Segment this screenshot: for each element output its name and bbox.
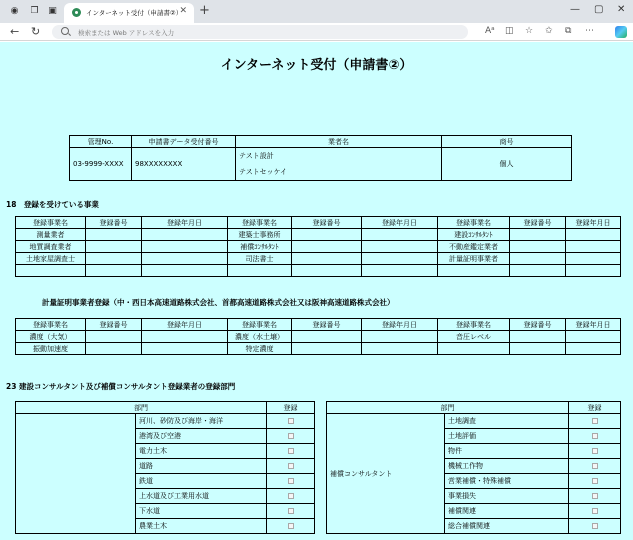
col-reg-number: 登録番号 [86, 319, 142, 331]
dept-checkbox[interactable] [592, 478, 598, 484]
vertical-tabs-icon[interactable]: ▣ [48, 6, 57, 16]
registered-business-table [15, 216, 621, 277]
business-name: 司法書士 [228, 253, 292, 265]
dept-checkbox[interactable] [592, 448, 598, 454]
table-row [16, 414, 315, 429]
dept-checkbox[interactable] [592, 523, 598, 529]
business-name: 振動加速度 [16, 343, 86, 355]
dept-name: 補償関連 [445, 504, 569, 519]
dept-name: 総合補償関連 [445, 519, 569, 534]
table-row [16, 253, 621, 265]
col-reg-number: 登録番号 [292, 319, 362, 331]
dept-checkbox[interactable] [592, 433, 598, 439]
profile-icon[interactable]: ◉ [10, 6, 19, 16]
kanri-no-value: 03-9999-XXXX [70, 148, 132, 181]
workspaces-icon[interactable]: ❐ [30, 6, 39, 16]
business-name: 濃度（大気） [16, 331, 86, 343]
dept-name: 事業損失 [445, 489, 569, 504]
shogo-value: 個人 [442, 148, 572, 181]
tab-close-icon[interactable]: ✕ [179, 6, 187, 16]
col-business-name: 登録事業名 [438, 217, 510, 229]
back-icon[interactable]: ← [10, 25, 20, 38]
dept-checkbox[interactable] [288, 418, 294, 424]
business-name: 補償ｺﾝｻﾙﾀﾝﾄ [228, 241, 292, 253]
dept-checkbox[interactable] [592, 463, 598, 469]
col-reg-date: 登録年月日 [142, 319, 228, 331]
collections-icon[interactable]: ⧉ [565, 26, 572, 36]
browser-toolbar [0, 23, 633, 41]
business-name: 建築士事務所 [228, 229, 292, 241]
copilot-icon[interactable] [615, 26, 627, 38]
dept-name: 機械工作物 [445, 459, 569, 474]
section-23-heading: 23 建設コンサルタント及び補償コンサルタント登録業者の登録部門 [6, 382, 236, 391]
dept-checkbox[interactable] [288, 478, 294, 484]
tab-title: インターネット受付（申請書②） [86, 9, 183, 17]
gyosha-name: テスト設計 [239, 152, 274, 160]
uketsuke-no-value: 98XXXXXXXX [132, 148, 236, 181]
address-placeholder: 検索または Web アドレスを入力 [78, 29, 175, 37]
split-screen-icon[interactable]: ◫ [505, 26, 514, 36]
dept-checkbox[interactable] [288, 448, 294, 454]
col-reg-date: 登録年月日 [362, 319, 438, 331]
dept-name: 港湾及び空港 [136, 429, 267, 444]
business-name: 測量業者 [16, 229, 86, 241]
dept-checkbox[interactable] [288, 523, 294, 529]
minimize-icon[interactable]: — [570, 4, 580, 15]
address-bar[interactable] [52, 25, 468, 39]
dept-checkbox[interactable] [288, 493, 294, 499]
col-reg-number: 登録番号 [510, 319, 566, 331]
col-business-name: 登録事業名 [16, 217, 86, 229]
col-reg-date: 登録年月日 [362, 217, 438, 229]
table-row [16, 343, 621, 355]
dept-checkbox[interactable] [592, 418, 598, 424]
gyosha-value [236, 148, 442, 181]
business-name: 計量証明事業者 [438, 253, 510, 265]
col-reg-number: 登録番号 [86, 217, 142, 229]
dept-name: 物件 [445, 444, 569, 459]
applicant-header-table [69, 135, 572, 181]
col-bumon: 部門 [327, 402, 569, 414]
favorites-icon[interactable]: ✩ [545, 26, 553, 36]
dept-checkbox[interactable] [592, 508, 598, 514]
col-business-name: 登録事業名 [228, 217, 292, 229]
header-gyosha: 業者名 [236, 136, 442, 148]
col-bumon: 部門 [16, 402, 267, 414]
favorites-star-icon[interactable]: ☆ [525, 26, 534, 36]
col-business-name: 登録事業名 [438, 319, 510, 331]
dept-name: 河川、砂防及び海岸・海洋 [136, 414, 267, 429]
gyosha-kana: テストセッケイ [239, 168, 288, 176]
business-name: 不動産鑑定業者 [438, 241, 510, 253]
refresh-icon[interactable]: ↻ [31, 25, 41, 38]
table-row [16, 331, 621, 343]
dept-name: 土地調査 [445, 414, 569, 429]
col-reg-number: 登録番号 [292, 217, 362, 229]
table-row [327, 414, 621, 429]
dept-name: 上水道及び工業用水道 [136, 489, 267, 504]
group-label-cell [16, 414, 136, 534]
new-tab-icon[interactable]: + [199, 3, 210, 18]
col-business-name: 登録事業名 [228, 319, 292, 331]
col-reg-date: 登録年月日 [566, 217, 621, 229]
header-uketsuke-no: 申請書データ受付番号 [132, 136, 236, 148]
dept-name: 鉄道 [136, 474, 267, 489]
col-toroku: 登録 [267, 402, 315, 414]
col-toroku: 登録 [569, 402, 621, 414]
dept-name: 下水道 [136, 504, 267, 519]
dept-name: 電力土木 [136, 444, 267, 459]
dept-checkbox[interactable] [592, 493, 598, 499]
col-reg-date: 登録年月日 [142, 217, 228, 229]
dept-name: 農業土木 [136, 519, 267, 534]
browser-tab-active[interactable] [64, 3, 194, 23]
business-name: 地質調査業者 [16, 241, 86, 253]
more-menu-icon[interactable]: ⋯ [585, 26, 594, 36]
window-close-icon[interactable]: ✕ [617, 4, 626, 15]
dept-name: 土地評価 [445, 429, 569, 444]
keiryo-heading: 計量証明事業者登録（中・西日本高速道路株式会社、首都高速道路株式会社又は阪神高速道路株式会社） [42, 298, 395, 307]
dept-checkbox[interactable] [288, 508, 294, 514]
table-row [16, 241, 621, 253]
dept-name: 道路 [136, 459, 267, 474]
table-row [16, 229, 621, 241]
business-name: 建設ｺﾝｻﾙﾀﾝﾄ [438, 229, 510, 241]
business-name: 特定濃度 [228, 343, 292, 355]
consultant-dept-table-left [15, 401, 315, 534]
business-name: 土地家屋調査士 [16, 253, 86, 265]
tab-favicon-icon [72, 8, 81, 17]
page-title: インターネット受付（申請書②） [220, 58, 413, 73]
header-shogo: 商号 [442, 136, 572, 148]
table-row [16, 265, 621, 277]
consultant-dept-table-right [326, 401, 621, 534]
browser-tab-bar [0, 0, 633, 23]
col-business-name: 登録事業名 [16, 319, 86, 331]
col-reg-date: 登録年月日 [566, 319, 621, 331]
maximize-icon[interactable]: ▢ [594, 4, 604, 15]
header-kanri-no: 管理No. [70, 136, 132, 148]
business-name: 音圧レベル [438, 331, 510, 343]
dept-checkbox[interactable] [288, 433, 294, 439]
dept-name: 営業補償・特殊補償 [445, 474, 569, 489]
section-18-heading: 18 登録を受けている事業 [6, 200, 99, 209]
business-name: 濃度（水土壌） [228, 331, 292, 343]
hosho-consultant-label: 補償コンサルタント [327, 414, 445, 534]
col-reg-number: 登録番号 [510, 217, 566, 229]
keiryo-table [15, 318, 621, 355]
read-aloud-icon[interactable]: Aᵃ [485, 26, 495, 36]
dept-checkbox[interactable] [288, 463, 294, 469]
page-content [0, 42, 633, 540]
search-icon [61, 27, 69, 35]
